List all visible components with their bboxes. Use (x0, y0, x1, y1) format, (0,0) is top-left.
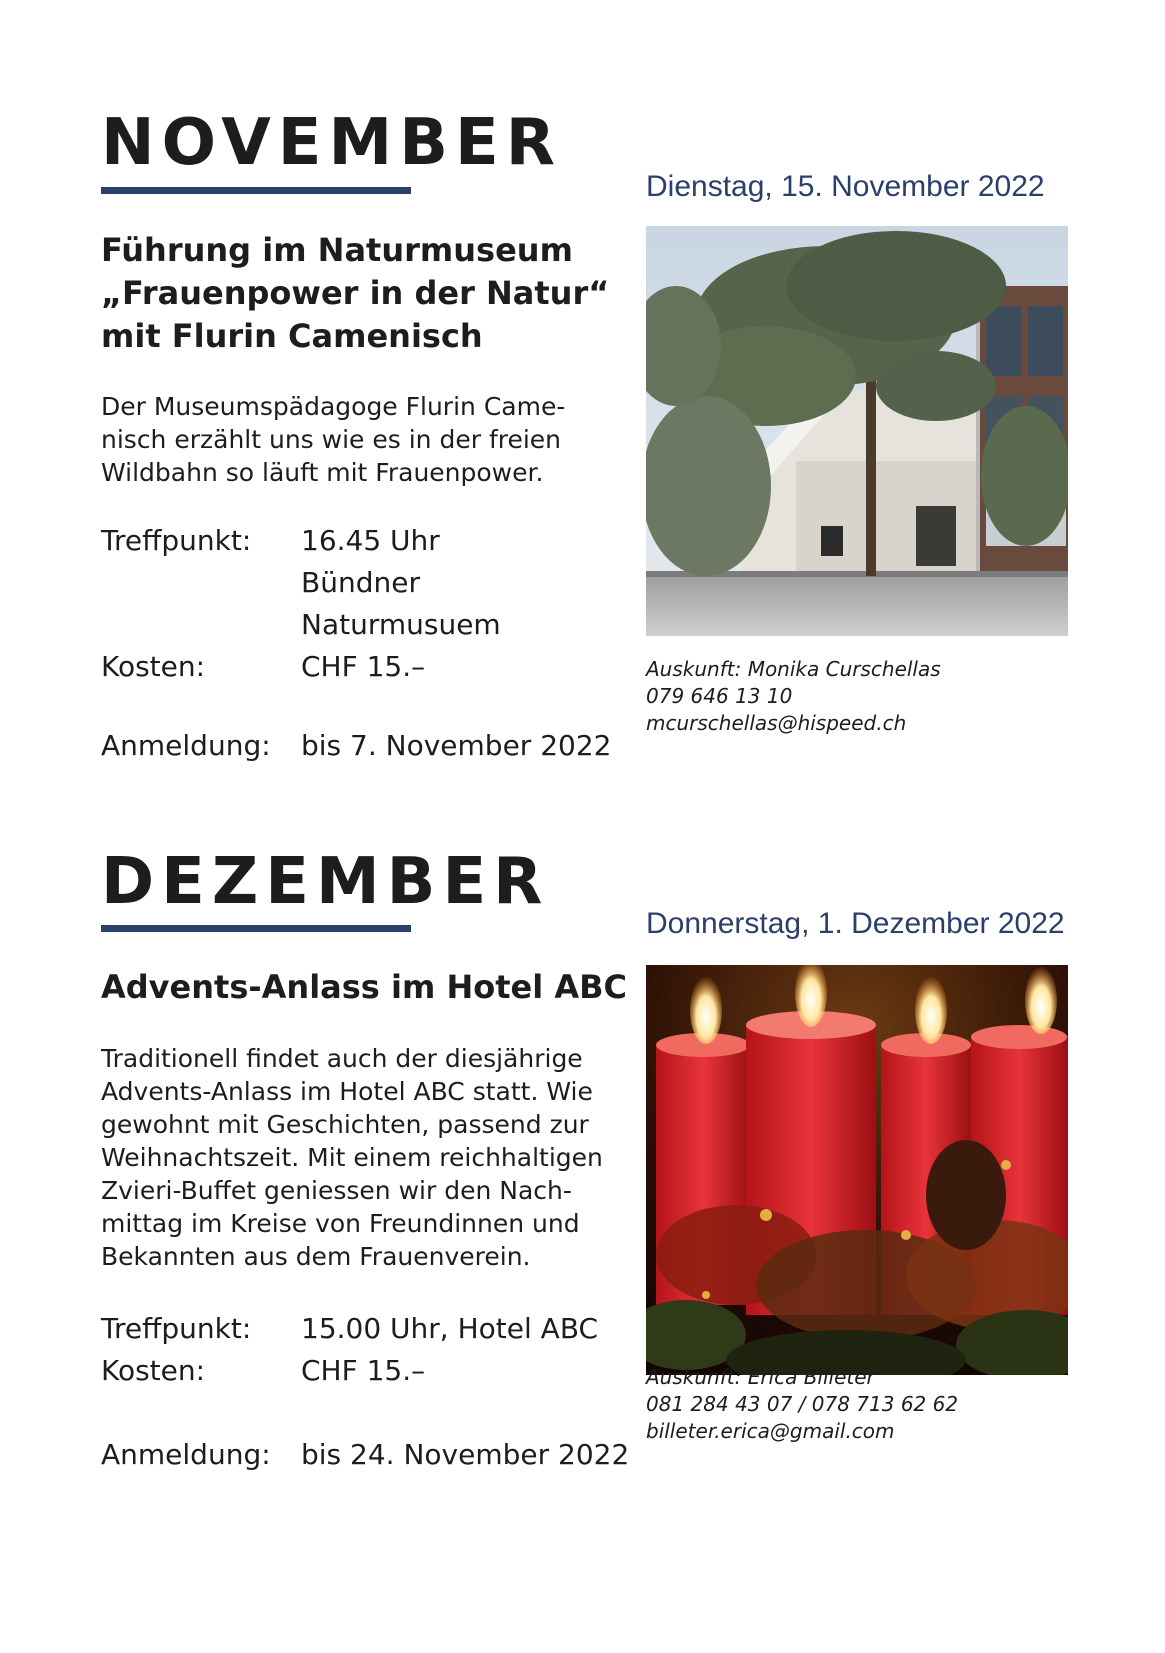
month-underline (101, 187, 411, 194)
description-line: nisch erzählt uns wie es in der freien (101, 425, 562, 454)
contact-line: billeter.erica@gmail.com (646, 1419, 895, 1443)
detail-value: 15.00 Uhr, Hotel ABC (301, 1312, 599, 1345)
detail-value: bis 7. November 2022 (301, 729, 612, 762)
description-line: Bekannten aus dem Frauenverein. (101, 1242, 531, 1271)
museum-photo (646, 226, 1068, 636)
month-heading-december: DEZEMBER (101, 845, 550, 919)
description-line: mittag im Kreise von Freundinnen und (101, 1209, 580, 1238)
description-line: gewohnt mit Geschichten, passend zur (101, 1110, 589, 1139)
description-line: Advents-Anlass im Hotel ABC statt. Wie (101, 1077, 593, 1106)
title-line: Advents-Anlass im Hotel ABC (101, 968, 627, 1006)
contact-info (646, 656, 941, 737)
detail-value: Naturmusuem (301, 608, 501, 641)
detail-label: Treffpunkt: (101, 524, 252, 557)
detail-value: CHF 15.– (301, 650, 426, 683)
detail-value: Bündner (301, 566, 420, 599)
title-line: Führung im Naturmuseum (101, 231, 573, 269)
detail-value: CHF 15.– (301, 1354, 426, 1387)
description-line: Der Museumspädagoge Flurin Came- (101, 392, 566, 421)
contact-line: Auskunft: Erica Billeter (646, 1365, 875, 1389)
event-date: Donnerstag, 1. Dezember 2022 (646, 907, 1065, 940)
detail-label: Anmeldung: (101, 729, 271, 762)
detail-label: Kosten: (101, 650, 206, 683)
contact-line: 081 284 43 07 / 078 713 62 62 (646, 1392, 959, 1416)
advent-candles-photo (646, 965, 1068, 1375)
event-description (101, 390, 621, 489)
detail-value: 16.45 Uhr (301, 524, 440, 557)
event-title (101, 966, 627, 1009)
description-line: Weihnachtszeit. Mit einem reichhaltigen (101, 1143, 603, 1172)
month-heading-november: NOVEMBER (101, 106, 562, 180)
event-description (101, 1042, 621, 1273)
detail-label: Anmeldung: (101, 1438, 271, 1471)
contact-line: mcurschellas@hispeed.ch (646, 711, 907, 735)
contact-line: 079 646 13 10 (646, 684, 793, 708)
contact-line: Auskunft: Monika Curschellas (646, 657, 941, 681)
title-line: mit Flurin Camenisch (101, 317, 483, 355)
detail-label: Kosten: (101, 1354, 206, 1387)
event-date: Dienstag, 15. November 2022 (646, 170, 1045, 203)
detail-label: Treffpunkt: (101, 1312, 252, 1345)
title-line: „Frauenpower in der Natur“ (101, 274, 610, 312)
detail-value: bis 24. November 2022 (301, 1438, 630, 1471)
contact-info (646, 1364, 958, 1445)
description-line: Traditionell findet auch der diesjährige (101, 1044, 583, 1073)
description-line: Zvieri-Buffet geniessen wir den Nach- (101, 1176, 572, 1205)
description-line: Wildbahn so läuft mit Frauenpower. (101, 458, 544, 487)
event-title (101, 229, 621, 358)
month-underline (101, 925, 411, 932)
